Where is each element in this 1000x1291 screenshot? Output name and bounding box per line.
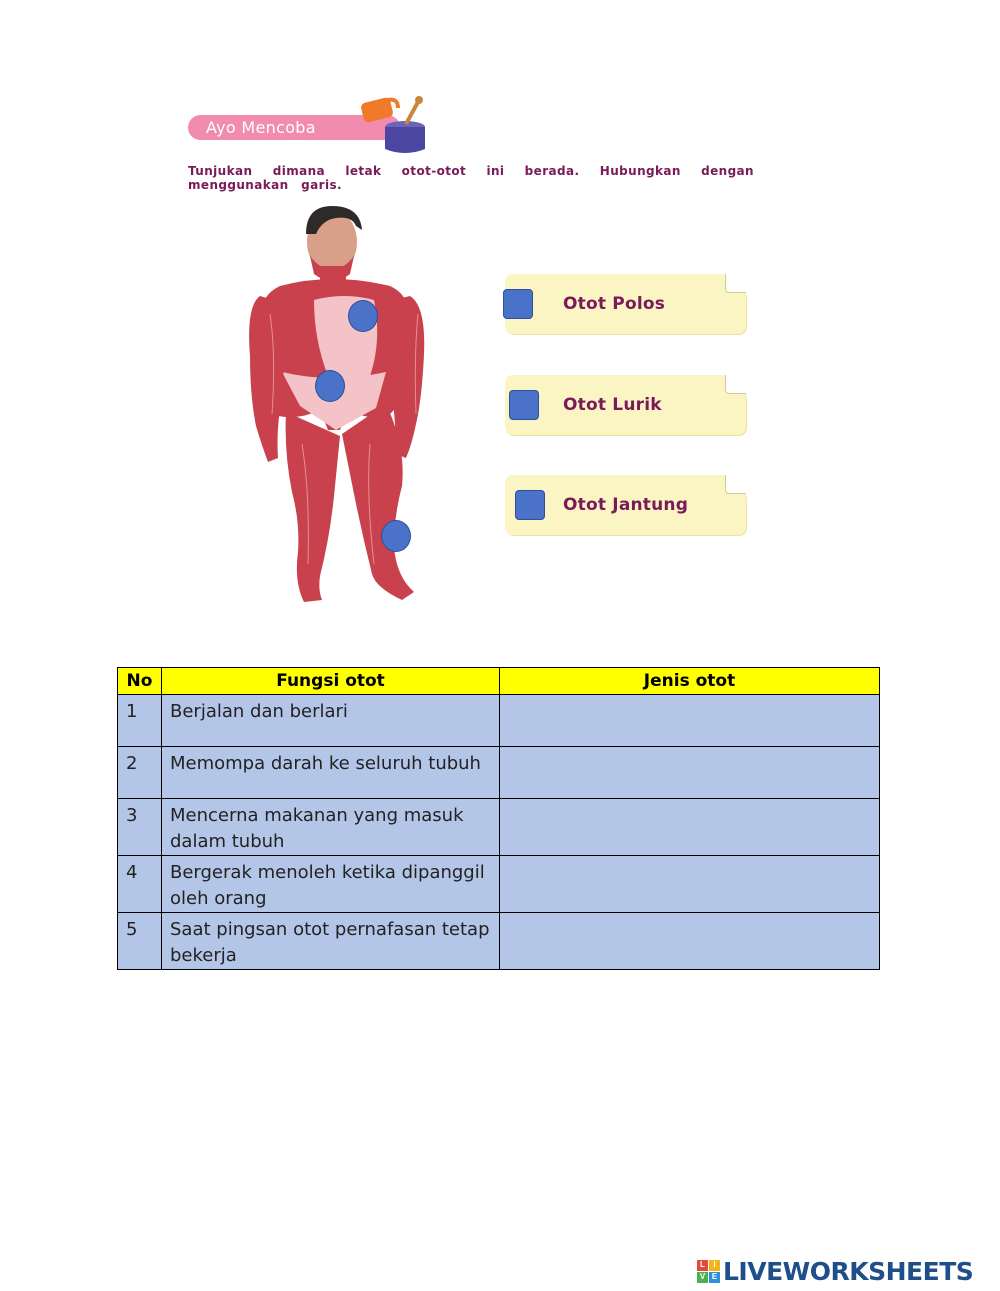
- logo-text: LIVEWORKSHEETS: [723, 1256, 974, 1286]
- cell-no: 3: [118, 799, 162, 856]
- cell-no: 1: [118, 695, 162, 747]
- header-fungsi: Fungsi otot: [162, 668, 500, 695]
- card-otot-polos: [505, 274, 746, 334]
- answer-field[interactable]: [500, 913, 880, 970]
- cell-fungsi: Mencerna makanan yang masuk dalam tubuh: [162, 799, 500, 856]
- card-otot-jantung: [505, 475, 746, 535]
- card-label: Otot Jantung: [563, 495, 689, 515]
- header-jenis: Jenis otot: [500, 668, 880, 695]
- header-no: No: [118, 668, 162, 695]
- table-row: [118, 913, 880, 970]
- muscle-body-illustration: [240, 204, 470, 624]
- cell-no: 4: [118, 856, 162, 913]
- table-row: [118, 695, 880, 747]
- drop-target-chest[interactable]: [348, 300, 378, 332]
- drop-target-otot-jantung[interactable]: [515, 490, 545, 520]
- cell-fungsi: Saat pingsan otot pernafasan tetap bekerja: [162, 913, 500, 970]
- cell-no: 2: [118, 747, 162, 799]
- pot-icon: [360, 92, 430, 158]
- instruction-text: Tunjukan dimana letak otot-otot ini berada. Hubungkan dengan menggunakan garis.: [188, 164, 754, 192]
- card-otot-lurik: [505, 375, 746, 435]
- table-row: [118, 856, 880, 913]
- answer-field[interactable]: [500, 799, 880, 856]
- drop-target-otot-lurik[interactable]: [509, 390, 539, 420]
- logo-mark-icon: L I V E: [697, 1260, 720, 1283]
- table-header-row: [118, 668, 880, 695]
- cell-fungsi: Berjalan dan berlari: [162, 695, 500, 747]
- drop-target-leg[interactable]: [381, 520, 411, 552]
- cell-no: 5: [118, 913, 162, 970]
- drop-target-otot-polos[interactable]: [503, 289, 533, 319]
- answer-field[interactable]: [500, 747, 880, 799]
- card-label: Otot Polos: [563, 294, 666, 314]
- cell-fungsi: Memompa darah ke seluruh tubuh: [162, 747, 500, 799]
- answer-field[interactable]: [500, 856, 880, 913]
- muscle-function-table: [117, 667, 880, 970]
- table-row: [118, 747, 880, 799]
- banner-title: Ayo Mencoba: [206, 118, 316, 137]
- table-row: [118, 799, 880, 856]
- cell-fungsi: Bergerak menoleh ketika dipanggil oleh orang: [162, 856, 500, 913]
- liveworksheets-logo: [697, 1256, 973, 1286]
- answer-field[interactable]: [500, 695, 880, 747]
- card-label: Otot Lurik: [563, 395, 662, 415]
- drop-target-stomach[interactable]: [315, 370, 345, 402]
